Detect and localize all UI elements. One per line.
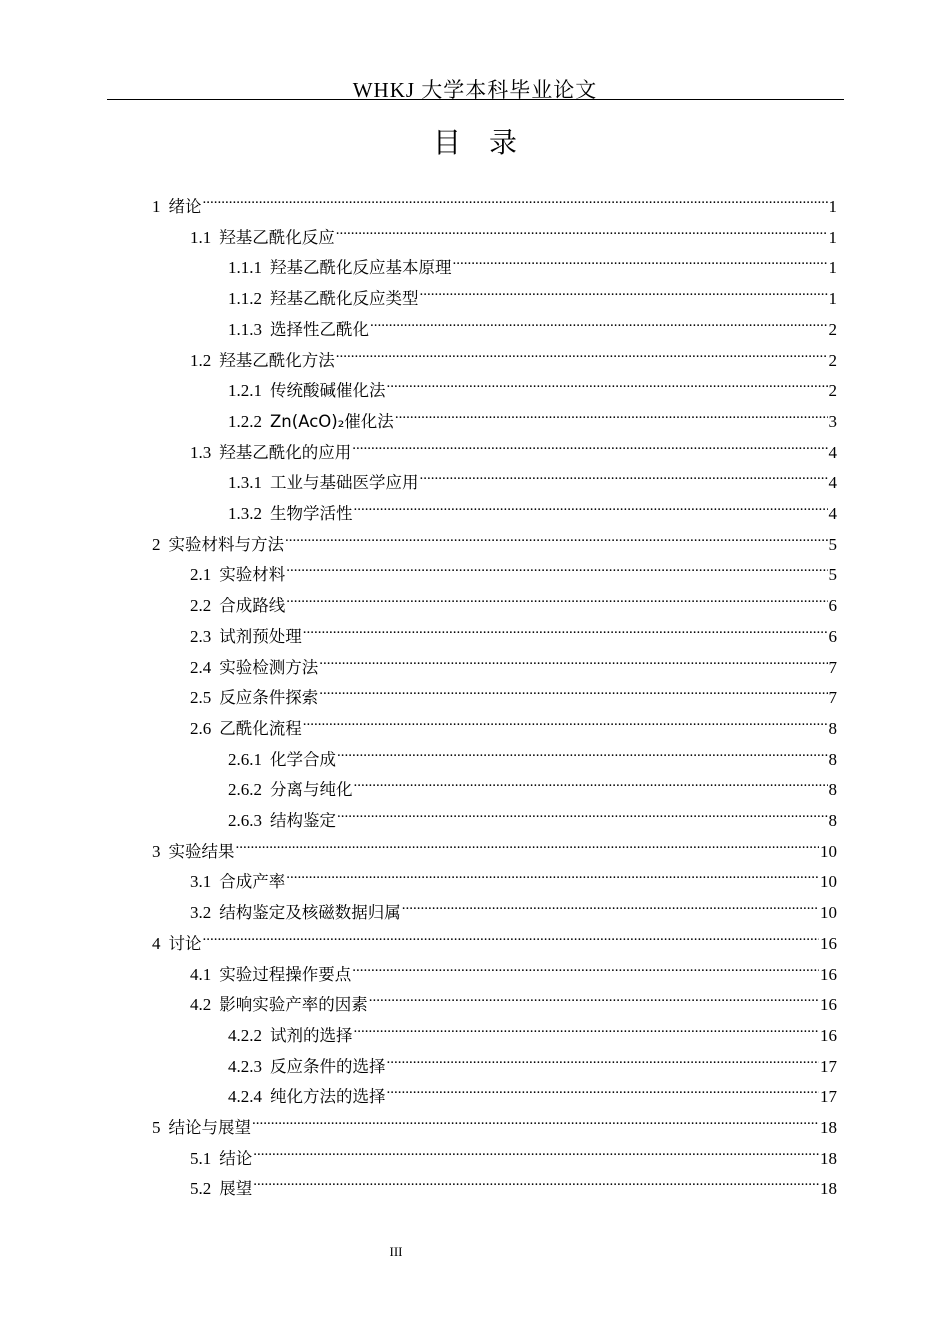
toc-entry-page: 10 — [820, 903, 837, 923]
toc-entry-number: 1.1.3 — [228, 319, 262, 339]
toc-entry-page: 1 — [828, 289, 837, 309]
toc-entry[interactable] — [190, 223, 837, 249]
toc-entry-label: 羟基乙酰化反应类型 — [270, 289, 419, 309]
toc-entry-label: 试剂预处理 — [219, 626, 302, 646]
toc-entry-page: 10 — [820, 872, 837, 892]
toc-entry[interactable] — [190, 560, 837, 586]
toc-entry-number: 1.2.1 — [228, 381, 262, 401]
toc-entry-page: 1 — [828, 227, 837, 247]
dot-leader — [453, 253, 828, 273]
toc-entry-number: 1.2 — [190, 350, 212, 370]
toc-entry[interactable] — [190, 1144, 837, 1170]
dot-leader — [387, 1082, 820, 1102]
toc-entry[interactable] — [190, 653, 837, 679]
toc-entry[interactable] — [228, 1021, 837, 1047]
toc-entry[interactable] — [228, 468, 837, 494]
dot-leader — [336, 346, 828, 366]
dot-leader — [352, 438, 827, 458]
toc-entry[interactable] — [228, 775, 837, 801]
toc-entry-label: 影响实验产率的因素 — [219, 995, 368, 1015]
toc-entry-label: 乙酰化流程 — [219, 718, 302, 738]
toc-entry-label: 结论与展望 — [168, 1118, 251, 1137]
dot-leader — [303, 622, 828, 642]
toc-entry-number: 1.1.1 — [228, 258, 262, 278]
toc-entry-page: 2 — [828, 381, 837, 401]
toc-entry[interactable] — [190, 714, 837, 740]
toc-entry[interactable] — [152, 192, 837, 218]
dot-leader — [387, 376, 828, 396]
toc-entry[interactable] — [228, 253, 837, 279]
toc-entry-number: 4.1 — [190, 964, 212, 984]
toc-entry-label: 分离与纯化 — [270, 780, 353, 800]
dot-leader — [369, 990, 819, 1010]
toc-entry-label: 合成产率 — [219, 872, 286, 892]
dot-leader — [253, 1174, 819, 1194]
toc-entry-number: 2.6.2 — [228, 780, 262, 800]
toc-entry-label: 结论 — [219, 1148, 253, 1168]
toc-entry[interactable] — [228, 315, 837, 341]
dot-leader — [319, 683, 827, 703]
toc-entry-number: 5.1 — [190, 1148, 212, 1168]
dot-leader — [354, 1021, 820, 1041]
toc-entry[interactable] — [190, 990, 837, 1016]
toc-entry-page: 4 — [828, 504, 837, 523]
toc-entry[interactable] — [152, 837, 837, 863]
toc-entry-number: 1.3.2 — [228, 504, 262, 523]
toc-entry-page: 16 — [820, 933, 837, 953]
toc-entry-number: 2.3 — [190, 626, 212, 646]
toc-heading: 目录 — [432, 126, 545, 159]
toc-entry-number: 1.1.2 — [228, 289, 262, 309]
toc-entry-label: 展望 — [219, 1179, 253, 1199]
toc-entry-number: 5 — [152, 1118, 161, 1137]
toc-entry-number: 1.1 — [190, 227, 212, 247]
dot-leader — [285, 530, 828, 550]
toc-entry-number: 1.3 — [190, 442, 212, 462]
toc-entry-label: 实验材料与方法 — [168, 534, 284, 554]
toc-entry-number: 4.2 — [190, 995, 212, 1015]
toc-entry[interactable] — [152, 929, 837, 955]
toc-entry-number: 4.2.2 — [228, 1025, 262, 1045]
toc-entry-page: 8 — [828, 718, 837, 738]
header-divider — [107, 99, 844, 100]
dot-leader — [420, 468, 828, 488]
toc-entry[interactable] — [228, 1082, 837, 1108]
toc-entry-number: 2.6 — [190, 718, 212, 738]
toc-entry[interactable] — [228, 284, 837, 310]
toc-entry-label: 实验材料 — [219, 565, 286, 585]
toc-entry-label: 结构鉴定 — [270, 811, 336, 830]
toc-entry-label: 实验检测方法 — [219, 657, 319, 677]
dot-leader — [395, 407, 828, 427]
toc-entry-page: 2 — [828, 319, 837, 339]
toc-entry-page: 4 — [828, 442, 837, 462]
toc-entry-number: 2.4 — [190, 657, 212, 677]
toc-entry-number: 4.2.4 — [228, 1087, 262, 1107]
toc-entry-page: 8 — [828, 749, 837, 769]
toc-entry-number: 3.2 — [190, 903, 212, 923]
toc-entry-number: 2 — [152, 534, 161, 554]
toc-entry-page: 5 — [828, 565, 837, 585]
toc-entry-label: 纯化方法的选择 — [270, 1087, 386, 1107]
toc-entry-label: 传统酸碱催化法 — [270, 381, 386, 401]
toc-entry-label: 结构鉴定及核磁数据归属 — [219, 903, 401, 923]
toc-entry-label: 绪论 — [168, 197, 202, 216]
toc-entry-number: 2.6.1 — [228, 749, 262, 769]
dot-leader — [286, 867, 819, 887]
dot-leader — [354, 775, 828, 795]
dot-leader — [387, 1052, 820, 1072]
toc-entry[interactable] — [190, 346, 837, 372]
toc-entry-page: 18 — [820, 1118, 837, 1137]
toc-entry-label: 化学合成 — [270, 749, 336, 769]
toc-entry-page: 1 — [828, 197, 837, 216]
toc-entry-number: 2.1 — [190, 565, 212, 585]
toc-entry-page: 1 — [828, 258, 837, 278]
toc-entry-page: 18 — [820, 1148, 837, 1168]
toc-entry-label: 讨论 — [168, 933, 202, 953]
dot-leader — [286, 560, 827, 580]
toc-entry-page: 17 — [820, 1087, 837, 1107]
dot-leader — [203, 929, 820, 949]
toc-entry-page: 3 — [828, 411, 837, 431]
toc-entry[interactable] — [190, 591, 837, 617]
dot-leader — [253, 1144, 819, 1164]
toc-entry[interactable] — [190, 438, 837, 464]
dot-leader — [337, 745, 828, 765]
toc-entry[interactable] — [190, 898, 837, 924]
dot-leader — [236, 837, 820, 857]
toc-entry-number: 3 — [152, 841, 161, 861]
toc-entry-page: 6 — [828, 626, 837, 646]
toc-entry-page: 16 — [820, 995, 837, 1015]
dot-leader — [370, 315, 828, 335]
toc-entry-number: 2.2 — [190, 596, 212, 616]
toc-entry-page: 7 — [828, 657, 837, 677]
toc-entry-label: 羟基乙酰化的应用 — [219, 442, 352, 462]
toc-entry-label: 羟基乙酰化反应 — [219, 227, 335, 247]
toc-entry[interactable] — [190, 622, 837, 648]
toc-entry-number: 5.2 — [190, 1179, 212, 1199]
toc-entry-label: 反应条件的选择 — [270, 1056, 386, 1076]
page-number: III — [389, 1244, 403, 1259]
toc-entry[interactable] — [152, 530, 837, 556]
toc-entry-label: 羟基乙酰化反应基本原理 — [270, 258, 452, 278]
toc-entry[interactable] — [190, 683, 837, 709]
toc-entry[interactable] — [190, 1174, 837, 1200]
toc-entry-page: 10 — [820, 841, 837, 861]
toc-entry[interactable] — [190, 867, 837, 893]
dot-leader — [319, 653, 827, 673]
dot-leader — [352, 960, 819, 980]
toc-entry-label: 选择性乙酰化 — [270, 319, 369, 339]
toc-entry-label: 羟基乙酰化方法 — [219, 350, 335, 370]
toc-entry[interactable] — [228, 806, 837, 832]
toc-entry-label: 工业与基础医学应用 — [270, 473, 419, 493]
toc-entry-label: 实验过程操作要点 — [219, 964, 352, 984]
toc-entry-page: 8 — [828, 811, 837, 830]
toc-entry-label: Zn(AcO)₂催化法 — [270, 411, 394, 431]
toc-entry-number: 1 — [152, 197, 161, 216]
toc-entry-page: 5 — [828, 534, 837, 554]
dot-leader — [203, 192, 828, 212]
toc-entry[interactable] — [190, 960, 837, 986]
toc-entry-label: 实验结果 — [168, 841, 235, 861]
toc-entry-number: 1.2.2 — [228, 411, 262, 431]
toc-entry-page: 16 — [820, 964, 837, 984]
dot-leader — [252, 1113, 819, 1133]
toc-entry-label: 反应条件探索 — [219, 688, 319, 708]
dot-leader — [354, 499, 828, 519]
toc-entry-page: 18 — [820, 1179, 837, 1199]
toc-entry[interactable] — [228, 376, 837, 402]
dot-leader — [286, 591, 827, 611]
toc-entry[interactable] — [152, 1113, 837, 1139]
toc-entry-label: 试剂的选择 — [270, 1025, 353, 1045]
toc-entry-page: 16 — [820, 1025, 837, 1045]
toc-entry-page: 6 — [828, 596, 837, 616]
dot-leader — [336, 223, 828, 243]
toc-entry-page: 4 — [828, 473, 837, 493]
dot-leader — [402, 898, 819, 918]
toc-entry[interactable] — [228, 499, 837, 525]
toc-entry-number: 2.6.3 — [228, 811, 262, 830]
dot-leader — [337, 806, 828, 826]
toc-entry-page: 8 — [828, 780, 837, 800]
toc-entry-page: 2 — [828, 350, 837, 370]
dot-leader — [303, 714, 828, 734]
running-header-title: WHKJ 大学本科毕业论文 — [352, 78, 598, 102]
toc-entry[interactable] — [228, 745, 837, 771]
toc-entry-label: 合成路线 — [219, 596, 286, 616]
toc-entry-label: 生物学活性 — [270, 504, 353, 523]
toc-entry[interactable] — [228, 1052, 837, 1078]
toc-entry-number: 4.2.3 — [228, 1056, 262, 1076]
toc-entry-number: 3.1 — [190, 872, 212, 892]
toc-entry-number: 1.3.1 — [228, 473, 262, 493]
toc-entry[interactable] — [228, 407, 837, 433]
toc-entry-page: 7 — [828, 688, 837, 708]
toc-entry-number: 2.5 — [190, 688, 212, 708]
toc-entry-page: 17 — [820, 1056, 837, 1076]
toc-entry-number: 4 — [152, 933, 161, 953]
dot-leader — [420, 284, 828, 304]
